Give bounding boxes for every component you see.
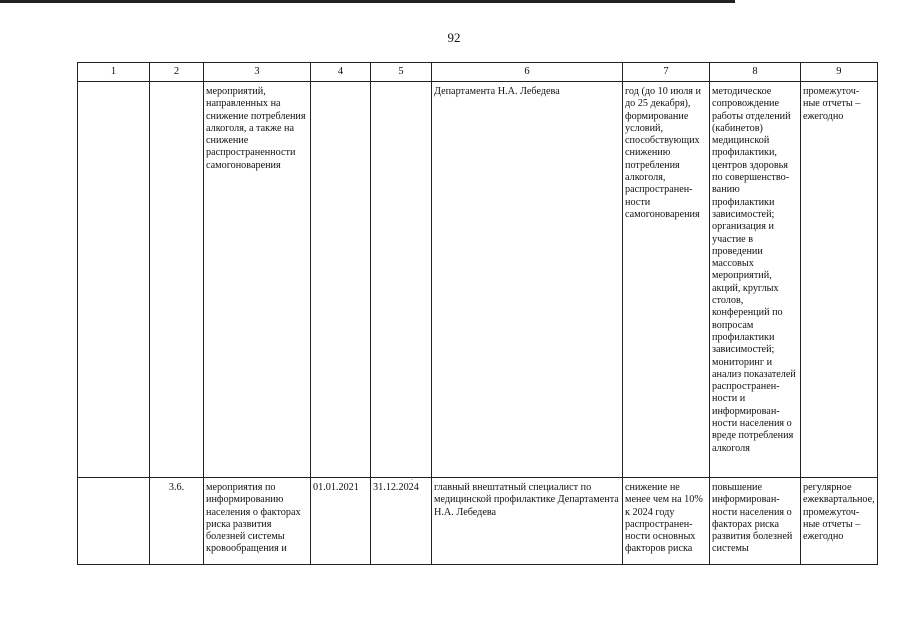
- column-header: 6: [432, 63, 623, 82]
- column-header: 1: [78, 63, 150, 82]
- data-table: [77, 62, 878, 565]
- cell-start-date: 01.01.2021: [311, 478, 371, 565]
- column-header: 2: [150, 63, 204, 82]
- cell-reporting: промежуточ-ные отчеты – ежегодно: [801, 82, 878, 478]
- top-border-line: [0, 0, 735, 3]
- cell-responsible: главный внештатный специалист по медицинской профилактике Департамента Н.А. Лебедева: [432, 478, 623, 565]
- cell-item-code: [150, 82, 204, 478]
- cell-end-date: 31.12.2024: [371, 478, 432, 565]
- column-header: 8: [710, 63, 801, 82]
- column-header: 9: [801, 63, 878, 82]
- cell-result: год (до 10 июля и до 25 декабря), формирование условий, способствующих снижению потребления алкоголя, распространен-ности самогоноварения: [623, 82, 710, 478]
- cell-result: снижение не менее чем на 10% к 2024 году распространен-ности основных факторов риска: [623, 478, 710, 565]
- table-row: [78, 478, 878, 565]
- cell-activity: мероприятия по информированию населения о факторах риска развития болезней системы кровообращения и: [204, 478, 311, 565]
- cell-end-date: [371, 82, 432, 478]
- page-number: 92: [447, 30, 461, 45]
- cell-description: методическое сопровождение работы отделений (кабинетов) медицинской профилактики, центров здоровья по совершенство-ванию профилактики зависимостей; организация и участие в проведении массовых мероприятий, акций, круглых столов, конференций по вопросам профилактики зависимостей; мониторинг и анализ показателей распространен-ности и информирован-ности населения о вреде потребления алкоголя: [710, 82, 801, 478]
- cell-reporting: регулярное ежеквартальное, промежуточ-ные отчеты – ежегодно: [801, 478, 878, 565]
- column-header: 7: [623, 63, 710, 82]
- cell-responsible: Департамента Н.А. Лебедева: [432, 82, 623, 478]
- scan-mark: ·: [411, 476, 414, 484]
- cell-number: [78, 82, 150, 478]
- header-row: [78, 63, 878, 82]
- cell-activity: мероприятий, направленных на снижение потребления алкоголя, а также на снижение распространенности самогоноварения: [204, 82, 311, 478]
- cell-number: [78, 478, 150, 565]
- table-row: [78, 82, 878, 478]
- column-header: 3: [204, 63, 311, 82]
- column-header: 5: [371, 63, 432, 82]
- column-header: 4: [311, 63, 371, 82]
- cell-item-code: 3.6.: [150, 478, 204, 565]
- cell-description: повышение информирован-ности населения о факторах риска развития болезней системы: [710, 478, 801, 565]
- cell-start-date: [311, 82, 371, 478]
